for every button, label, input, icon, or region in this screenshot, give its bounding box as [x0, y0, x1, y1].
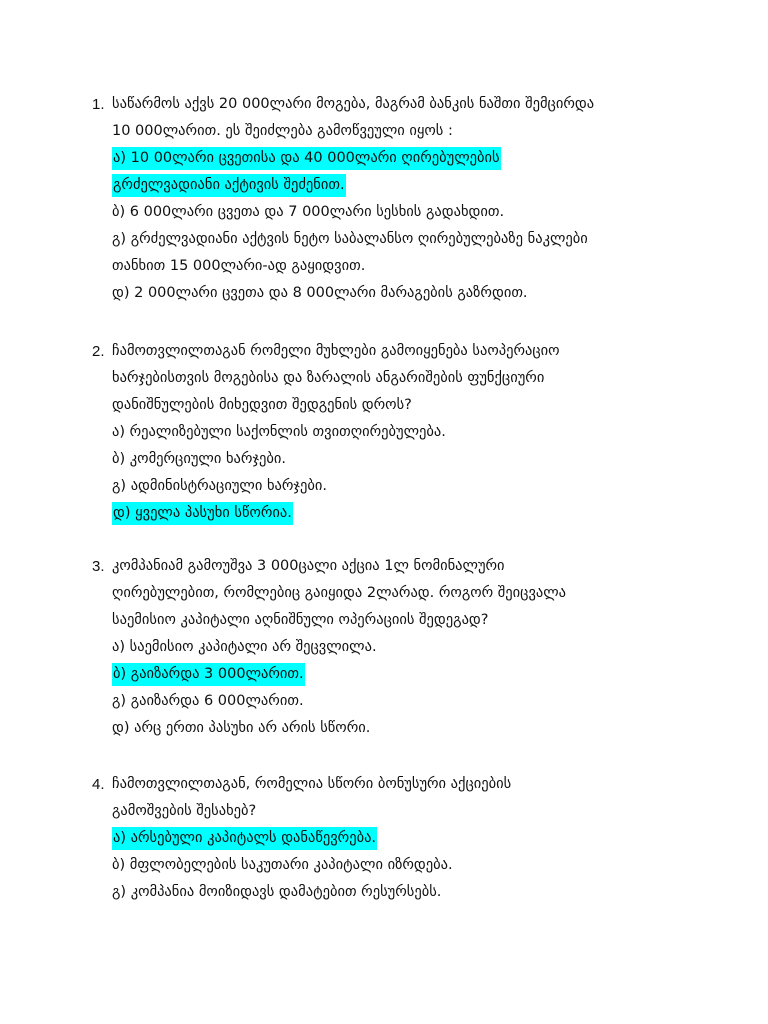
answer-option-b: ბ) 6 000ლარი ცვეთა და 7 000ლარი სესხის გადახდით.	[112, 204, 505, 220]
answer-option-c: გ) გრძელვადიანი აქტვის ნეტო საბალანსო ღირებულებაზე ნაკლები	[112, 231, 588, 247]
question-4	[92, 771, 712, 906]
answer-option-d: დ) არც ერთი პასუხი არ არის სწორი.	[112, 720, 371, 736]
question-1	[92, 91, 712, 307]
answer-option-c-cont: თანხით 15 000ლარი-ად გაყიდვით.	[112, 258, 366, 274]
question-stem-line: საემისიო კაპიტალი აღნიშნული ოპერაციის შედეგად?	[112, 612, 489, 628]
answer-option-c: გ) ადმინისტრაციული ხარჯები.	[112, 478, 328, 494]
answer-option-a: ა) რეალიზებული საქონლის თვითღირებულება.	[112, 424, 446, 440]
question-stem-line: 10 000ლარით. ეს შეიძლება გამოწვეული იყოს :	[112, 123, 453, 139]
question-number: 4.	[92, 776, 105, 793]
answer-option-d-highlighted: დ) ყველა პასუხი სწორია.	[112, 500, 712, 527]
answer-option-a-highlighted: ა) 10 00ლარი ცვეთისა და 40 000ლარი ღირებულების	[112, 145, 712, 172]
answer-option-a-highlighted: ა) არსებული კაპიტალს დანაწევრება.	[112, 825, 712, 852]
question-stem-line: კომპანიამ გამოუშვა 3 000ცალი აქცია 1ლ ნომინალური	[112, 558, 505, 574]
question-number: 1.	[92, 96, 105, 113]
question-stem-line: ჩამოთვლილთაგან რომელი მუხლები გამოიყენება საოპერაციო	[112, 343, 560, 359]
answer-option-d: დ) 2 000ლარი ცვეთა და 8 000ლარი მარაგების გაზრდით.	[112, 285, 528, 301]
answer-option-b: ბ) კომერციული ხარჯები.	[112, 451, 287, 467]
question-number: 3.	[92, 558, 105, 575]
answer-option-c: გ) კომპანია მოიზიდავს დამატებით რესურსებს.	[112, 884, 442, 900]
question-2	[92, 338, 712, 527]
question-stem-line: საწარმოს აქვს 20 000ლარი მოგება, მაგრამ ბანკის ნაშთი შემცირდა	[112, 96, 595, 112]
question-3	[92, 553, 712, 742]
question-stem-line: ჩამოთვლილთაგან, რომელია სწორი ბონუსური აქციების	[112, 776, 512, 792]
answer-option-a-highlighted-cont: გრძელვადიანი აქტივის შეძენით.	[112, 172, 712, 199]
question-stem-line: ღირებულებით, რომლებიც გაიყიდა 2ლარად. როგორ შეიცვალა	[112, 585, 567, 601]
answer-option-a: ა) საემისიო კაპიტალი არ შეცვლილა.	[112, 639, 377, 655]
answer-option-b-highlighted: ბ) გაიზარდა 3 000ლარით.	[112, 661, 712, 688]
answer-option-b: ბ) მფლობელების საკუთარი კაპიტალი იზრდება.	[112, 857, 453, 873]
answer-option-c: გ) გაიზარდა 6 000ლარით.	[112, 693, 304, 709]
question-stem-line: დანიშნულების მიხედვით შედგენის დროს?	[112, 397, 412, 413]
question-stem-line: გამოშვების შესახებ?	[112, 803, 257, 819]
question-number: 2.	[92, 343, 105, 360]
question-stem-line: ხარჯებისთვის მოგებისა და ზარალის ანგარიშების ფუნქციური	[112, 370, 545, 386]
